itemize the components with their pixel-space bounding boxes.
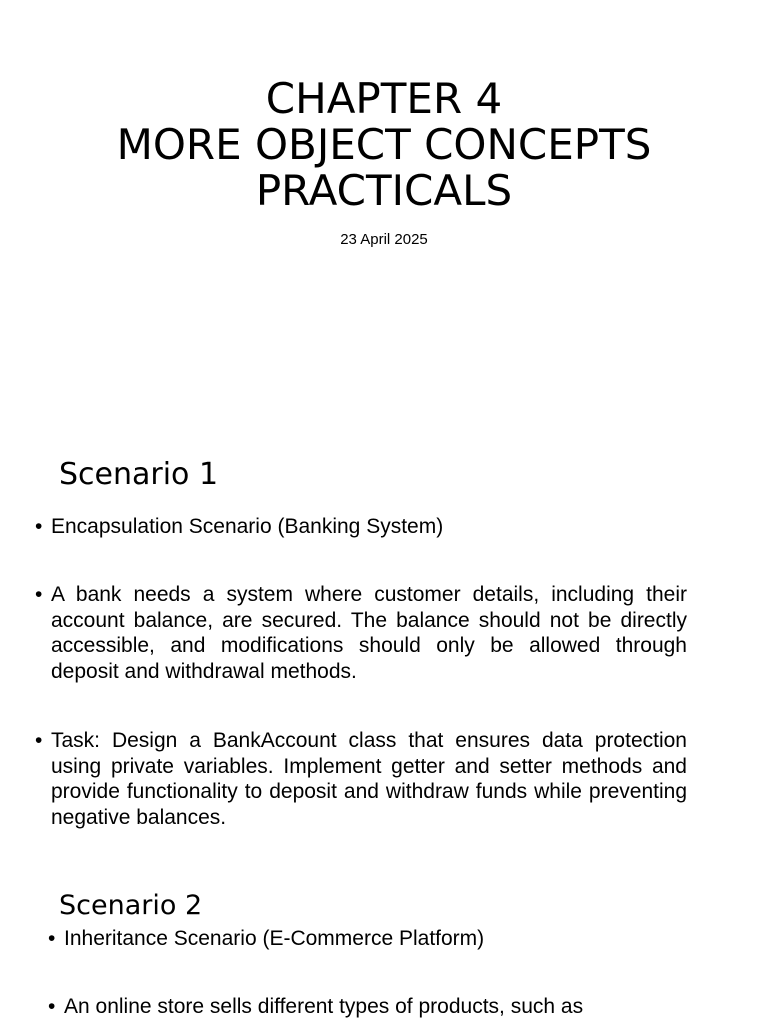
bullet-dot: • [35, 729, 43, 752]
chapter-title [0, 76, 768, 214]
slide-date: 23 April 2025 [340, 231, 428, 248]
bullet-dot: • [35, 515, 43, 538]
scenario-1-heading: Scenario 1 [59, 457, 219, 492]
scenario-1-bullet-3 [35, 728, 687, 830]
scenario-1-bullet-2 [35, 582, 687, 684]
title-line-1: CHAPTER 4 [265, 74, 503, 123]
title-slide [0, 0, 768, 400]
bullet-dot: • [35, 583, 43, 606]
bullet-dot: • [48, 995, 56, 1018]
bullet-text: An online store sells different types of products, such as [64, 995, 584, 1018]
scenario-1-bullet-1 [35, 514, 687, 540]
scenario-2-heading: Scenario 2 [59, 890, 203, 921]
bullet-text: Task: Design a BankAccount class that ensures data protection using private variables. Implement getter and setter methods and provide functionality to deposit and withdraw funds while preventing negative balances. [51, 729, 687, 829]
title-line-2: MORE OBJECT CONCEPTS [116, 120, 652, 169]
bullet-text: A bank needs a system where customer details, including their account balance, are secured. The balance should not be directly accessible, and modifications should only be allowed through deposit and withdrawal methods. [51, 583, 687, 683]
bullet-dot: • [48, 927, 56, 950]
scenario-2-bullet-2 [48, 994, 724, 1020]
bullet-text: Inheritance Scenario (E-Commerce Platform) [64, 927, 485, 950]
bullet-text: Encapsulation Scenario (Banking System) [51, 515, 444, 538]
title-line-3: PRACTICALS [255, 166, 513, 215]
scenario-2-bullet-1 [48, 926, 724, 952]
